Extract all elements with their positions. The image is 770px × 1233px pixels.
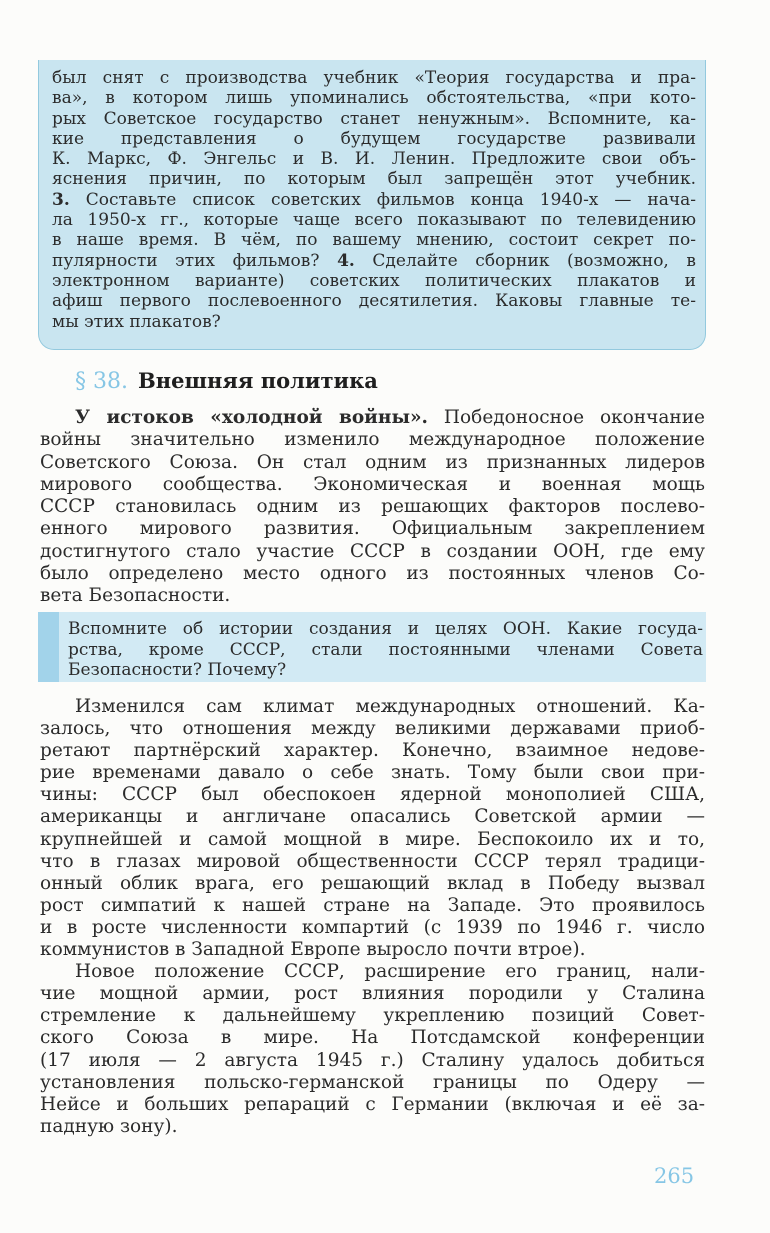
text-line: падную зону). [40,1115,178,1137]
text-line: крупнейшей и самой мощной в мире. Беспокоило их и то, [40,828,705,850]
text-line: (17 июля — 2 августа 1945 г.) Сталину удалось добиться [40,1049,705,1071]
review-box-line: афиш первого послевоенного десятилетия. Каковы главные те- [52,291,696,312]
review-box-line: кие представления о будущем государстве развивали [52,128,696,149]
text-line: СССР становилась одним из решающих факторов послево- [40,496,705,518]
paragraph-2 [40,696,705,961]
text-line: енного мирового развития. Официальным закреплением [40,518,705,540]
callout-bar [38,612,59,682]
question-callout [38,612,706,682]
review-box-line [52,190,696,210]
review-box-line: К. Маркс, Ф. Энгельс и В. И. Ленин. Предложите свои объ- [52,149,696,170]
task-text: Сделайте сборник (возможно, в [372,250,697,271]
callout-line: рства, кроме СССР, стали постоянными членами Совета [68,639,703,660]
text-line: чины: СССР был обеспокоен ядерной монополией США, [40,784,705,806]
task-text: пулярности этих фильмов? [52,250,320,271]
text-line: рие временами давало о себе знать. Тому были свои при- [40,762,705,784]
text-line: достигнутого стало участие СССР в создании ООН, где ему [40,540,705,562]
text-line [40,407,705,429]
task-text: Составьте список советских фильмов конца 1940-х — нача- [85,189,697,210]
review-box-line: в наше время. В чём, по вашему мнению, состоит секрет по- [52,230,696,251]
section-title: Внешняя политика [137,368,378,393]
text-line: Новое положение СССР, расширение его границ, нали- [75,961,705,983]
text-line: коммунистов в Западной Европе выросло почти втрое). [40,939,586,961]
paragraph-1 [40,407,705,608]
section-heading [75,366,378,396]
text-line: и в росте численности компартий (с 1939 по 1946 г. число [40,916,705,938]
review-box-line: ва», в котором лишь упоминались обстоятельства, «при кото- [52,88,696,109]
review-box-line: яснения причин, по которым был запрещён этот учебник. [52,169,696,190]
text-line: Нейсе и больших репараций с Германии (включая и её за- [40,1093,705,1115]
subheading-lead: У истоков «холодной войны». [75,407,428,428]
text-line: чие мощной армии, рост влияния породили у Сталина [40,983,705,1005]
page-number: 265 [654,1164,695,1188]
text-run: Победоносное окончание [443,407,705,428]
text-line: ского Союза в мире. На Потсдамской конференции [40,1027,705,1049]
text-line: что в глазах мировой общественности СССР терял традици- [40,850,705,872]
review-box-line: был снят с производства учебник «Теория государства и пра- [52,68,696,88]
review-box-line: рых Советское государство станет ненужным». Вспомните, ка- [52,108,696,129]
review-task-box [38,60,706,350]
text-line: американцы и англичане опасались Советской армии — [40,806,705,828]
text-line: установления польско-германской границы по Одеру — [40,1071,705,1093]
text-line: мирового сообщества. Экономическая и военная мощь [40,473,705,495]
review-box-line: ла 1950-х гг., которые чаще всего показывают по телевидению [52,210,696,231]
callout-line: Безопасности? Почему? [68,660,287,680]
text-line: ретают партнёрский характер. Конечно, взаимное недове- [40,740,705,762]
task-number: 3. [52,189,70,210]
paragraph-3 [40,961,705,1138]
paragraphs-2-3 [40,696,705,1138]
text-line: Советского Союза. Он стал одним из признанных лидеров [40,451,705,473]
callout-line: Вспомните об истории создания и целях ООН. Какие госуда- [68,619,703,639]
review-box-line: электронном варианте) советских политических плакатов и [52,270,696,291]
text-line: стремление к дальнейшему укреплению позиций Совет- [40,1005,705,1027]
task-number: 4. [337,250,355,271]
text-line: вета Безопасности. [40,585,231,607]
text-line: было определено место одного из постоянных членов Со- [40,563,705,585]
review-box-line: мы этих плакатов? [52,311,221,332]
text-line: войны значительно изменило международное положение [40,429,705,451]
section-number: § 38. [75,369,128,394]
text-line: онный облик врага, его решающий вклад в Победу вызвал [40,872,705,894]
text-line: залось, что отношения между великими державами приоб- [40,718,705,740]
review-box-line [52,251,696,271]
text-line: рост симпатий к нашей стране на Западе. Это проявилось [40,894,705,916]
text-line: Изменился сам климат международных отношений. Ка- [75,696,705,717]
